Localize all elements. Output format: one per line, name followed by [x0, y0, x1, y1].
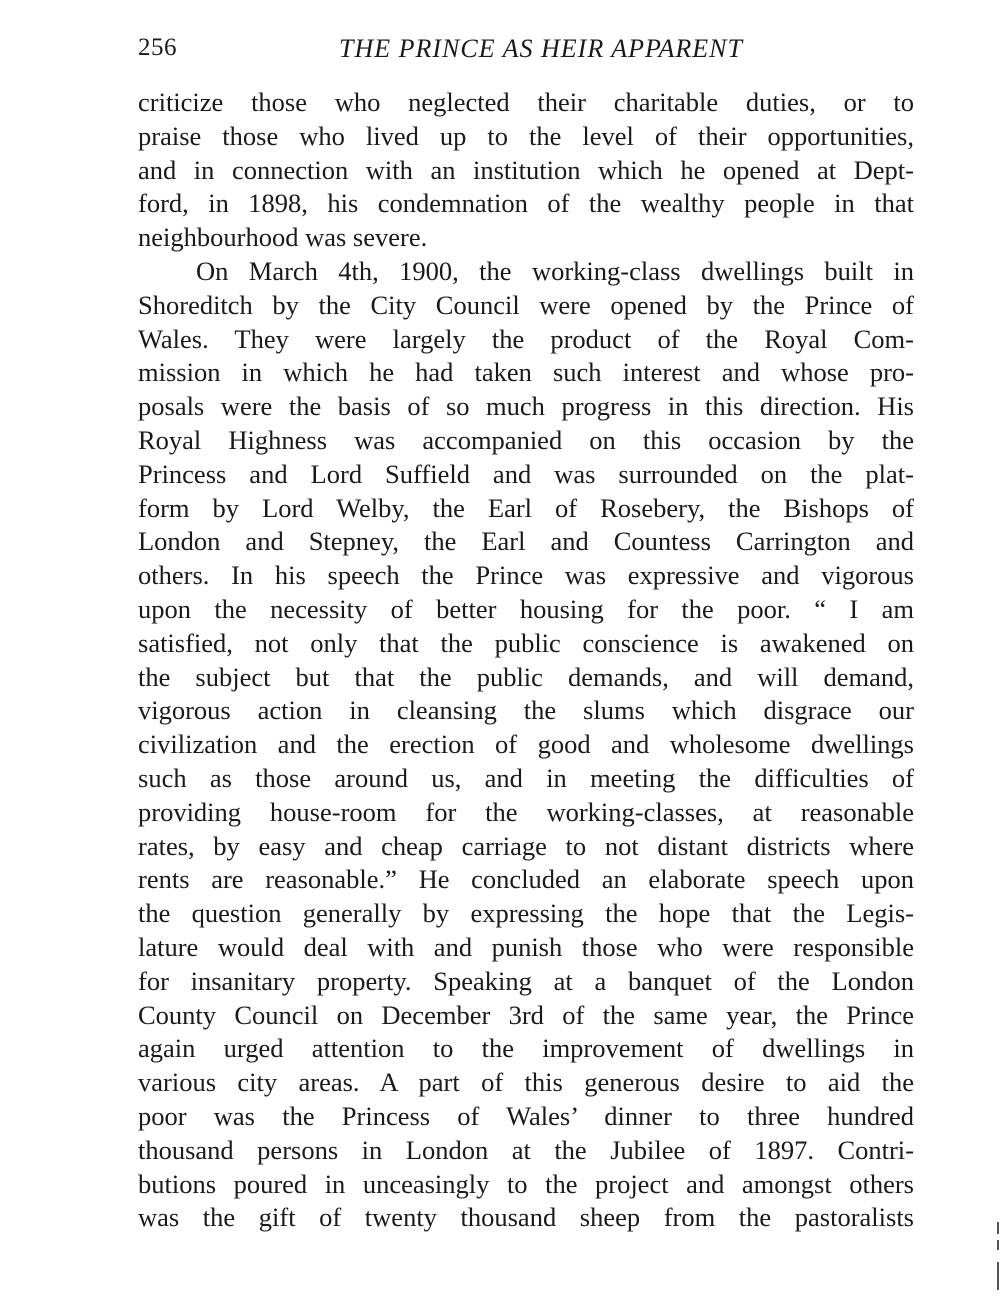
scan-edge-mark — [997, 1240, 999, 1250]
text-line: poor was the Princess of Wales’ dinner to three hundred — [138, 1100, 914, 1131]
page-number: 256 — [138, 34, 177, 61]
text-line: Princess and Lord Suffield and was surrounded on the plat- — [138, 458, 914, 489]
text-line: vigorous action in cleansing the slums which disgrace our — [138, 695, 914, 726]
text-line: and in connection with an institution which he opened at Dept- — [138, 154, 914, 185]
scan-edge-mark — [997, 1262, 999, 1290]
text-line: form by Lord Welby, the Earl of Rosebery, the Bishops of — [138, 492, 914, 523]
text-line: County Council on December 3rd of the same year, the Prince — [138, 999, 914, 1030]
running-head — [138, 30, 914, 70]
text-line: was the gift of twenty thousand sheep from the pastoralists — [138, 1202, 914, 1233]
text-line: again urged attention to the improvement of dwellings in — [138, 1033, 914, 1064]
text-line: Wales. They were largely the product of the Royal Com- — [138, 323, 914, 354]
text-line: the question generally by expressing the hope that the Legis- — [138, 898, 914, 929]
text-line: for insanitary property. Speaking at a banquet of the London — [138, 965, 914, 996]
text-line: praise those who lived up to the level of their opportunities, — [138, 120, 914, 151]
text-line: various city areas. A part of this generous desire to aid the — [138, 1067, 914, 1098]
text-line: rates, by easy and cheap carriage to not distant districts where — [138, 830, 914, 861]
text-line: providing house-room for the working-classes, at reasonable — [138, 796, 914, 827]
text-line: Royal Highness was accompanied on this occasion by the — [138, 424, 914, 455]
text-line: civilization and the erection of good and wholesome dwellings — [138, 729, 914, 760]
text-line: posals were the basis of so much progress in this direction. His — [138, 391, 914, 422]
text-line: mission in which he had taken such interest and whose pro- — [138, 357, 914, 388]
text-line: rents are reasonable.” He concluded an elaborate speech upon — [138, 864, 914, 895]
text-line: Shoreditch by the City Council were opened by the Prince of — [138, 289, 914, 320]
body-text — [138, 86, 914, 1235]
scan-edge-mark — [997, 1222, 999, 1234]
text-line: criticize those who neglected their charitable duties, or to — [138, 87, 914, 117]
running-title: THE PRINCE AS HEIR APPARENT — [339, 34, 743, 63]
text-line: ford, in 1898, his condemnation of the wealthy people in that — [138, 188, 914, 219]
text-line: neighbourhood was severe. — [138, 222, 428, 253]
text-line: upon the necessity of better housing for the poor. “ I am — [138, 593, 914, 624]
text-line: London and Stepney, the Earl and Countess Carrington and — [138, 526, 914, 557]
text-line: others. In his speech the Prince was expressive and vigorous — [138, 560, 914, 591]
text-line: such as those around us, and in meeting the difficulties of — [138, 762, 914, 793]
text-line: satisfied, not only that the public conscience is awakened on — [138, 627, 914, 658]
text-line: the subject but that the public demands, and will demand, — [138, 661, 914, 692]
paragraph-first-line: On March 4th, 1900, the working-class dwellings built in — [196, 255, 914, 286]
text-line: thousand persons in London at the Jubilee of 1897. Contri- — [138, 1134, 914, 1165]
text-line: lature would deal with and punish those who were responsible — [138, 931, 914, 962]
text-line: butions poured in unceasingly to the project and amongst others — [138, 1168, 914, 1199]
